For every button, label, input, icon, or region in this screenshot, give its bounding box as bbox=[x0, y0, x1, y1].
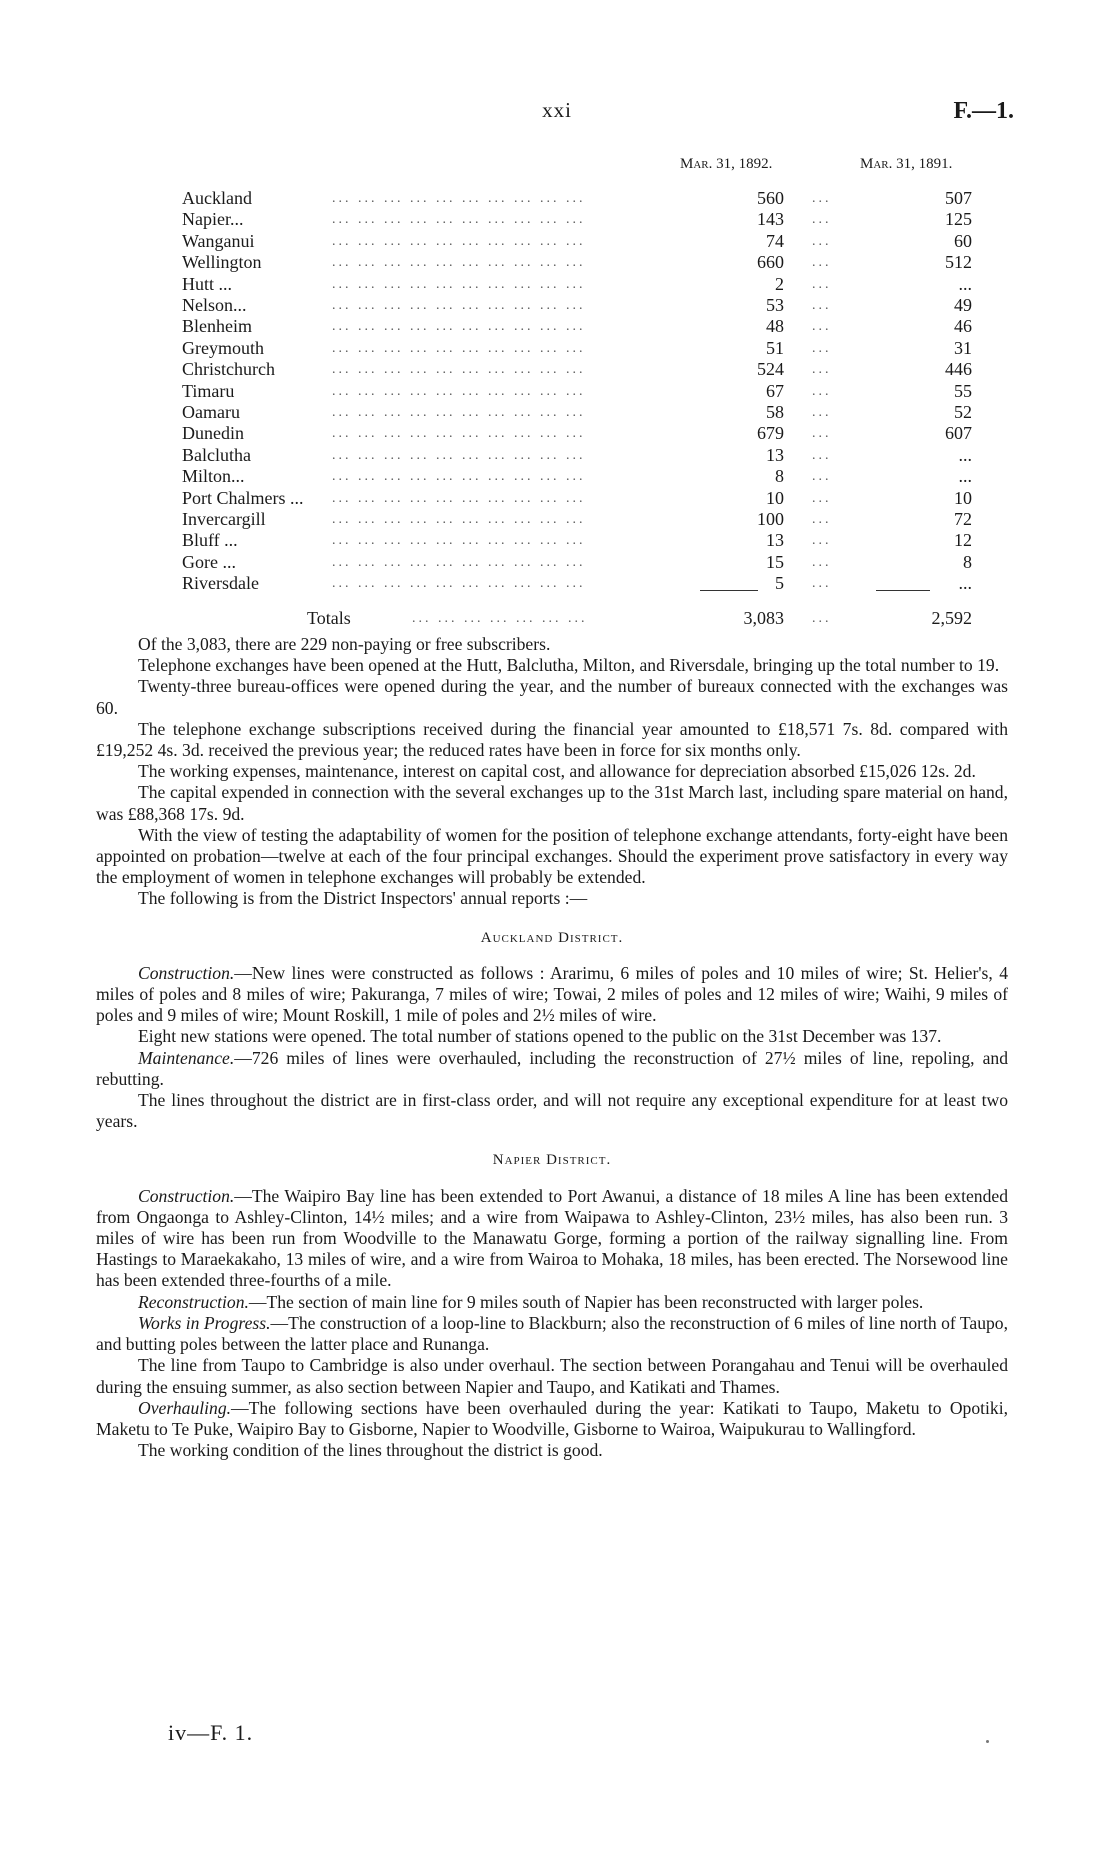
leader-dots: ... bbox=[812, 611, 832, 626]
table-row bbox=[182, 274, 982, 295]
value-1891: 46 bbox=[954, 316, 972, 337]
value-1891: 512 bbox=[945, 252, 972, 273]
paragraph-text: —The following sections have been overhauled during the year: Katikati to Taupo, Maketu to Opotiki, Maketu to Te Puke, Waipiro Bay to Gisborne, Napier to Woodville, Gisborne to Wairoa, Waipukurau to Wallingford. bbox=[96, 1397, 1008, 1439]
run-in-label: Construction. bbox=[138, 962, 235, 983]
value-1892: 74 bbox=[682, 231, 784, 252]
table-row bbox=[182, 188, 982, 209]
leader-dots: ... bbox=[812, 469, 832, 485]
value-1892: 5 bbox=[682, 573, 784, 594]
totals-label: Totals bbox=[307, 608, 351, 628]
paragraph: Twenty-three bureau-offices were opened during the year, and the number of bureaux connected with the exchanges was 60. bbox=[96, 676, 1008, 718]
row-place: Auckland bbox=[182, 188, 252, 208]
value-1892: 2 bbox=[682, 274, 784, 295]
paragraph bbox=[96, 1313, 1008, 1355]
row-place: Wellington bbox=[182, 252, 262, 273]
leader-dots: ... ... ... ... ... ... ... ... ... ... bbox=[332, 233, 586, 249]
row-place: Blenheim bbox=[182, 316, 252, 337]
table-row bbox=[182, 252, 982, 273]
value-1891: ... bbox=[958, 466, 972, 487]
value-1891: ... bbox=[958, 444, 972, 465]
leader-dots: ... bbox=[812, 447, 832, 463]
value-1892: 13 bbox=[682, 445, 784, 466]
table-row bbox=[182, 209, 982, 230]
leader-dots: ... bbox=[812, 576, 832, 592]
leader-dots: ... ... ... ... ... ... ... ... ... ... bbox=[332, 554, 586, 570]
leader-dots: ... ... ... ... ... ... ... ... ... ... bbox=[332, 383, 586, 399]
value-1892: 58 bbox=[682, 402, 784, 423]
paragraph bbox=[96, 1048, 1008, 1090]
row-place: Gore ... bbox=[182, 551, 236, 572]
value-1891: ... bbox=[958, 273, 972, 294]
paragraph bbox=[96, 1292, 1008, 1313]
column-header-1891: Mar. 31, 1891. bbox=[860, 156, 953, 172]
value-1892: 67 bbox=[682, 381, 784, 402]
leader-dots: ... bbox=[812, 298, 832, 313]
row-place: Napier... bbox=[182, 209, 244, 230]
row-place: Balclutha bbox=[182, 444, 251, 465]
leader-dots: ... ... ... ... ... ... ... bbox=[412, 611, 588, 626]
leader-dots: ... bbox=[812, 512, 832, 527]
value-1891: 52 bbox=[954, 402, 972, 422]
total-1891: 2,592 bbox=[931, 608, 972, 628]
row-place: Wanganui bbox=[182, 230, 255, 251]
column-header-1892: Mar. 31, 1892. bbox=[680, 156, 773, 172]
paragraph: The working condition of the lines throughout the district is good. bbox=[138, 1440, 603, 1461]
row-place: Milton... bbox=[182, 466, 245, 487]
leader-dots: ... bbox=[812, 319, 832, 335]
leader-dots: ... bbox=[812, 340, 832, 356]
table-row bbox=[182, 338, 982, 359]
value-1891: 125 bbox=[945, 209, 972, 230]
total-rule bbox=[700, 590, 758, 591]
leader-dots: ... ... ... ... ... ... ... ... ... ... bbox=[332, 319, 586, 335]
total-rule bbox=[876, 590, 930, 591]
paragraph: Of the 3,083, there are 229 non-paying or free subscribers. bbox=[138, 634, 551, 654]
value-1892: 48 bbox=[682, 316, 784, 337]
leader-dots: ... ... ... ... ... ... ... ... ... ... bbox=[332, 512, 586, 527]
paragraph: The telephone exchange subscriptions received during the financial year amounted to £18,571 7s. 8d. compared with £19,252 4s. 3d. received the previous year; the reduced rates have been in force for six months only. bbox=[96, 718, 1008, 761]
value-1892: 679 bbox=[682, 423, 784, 444]
value-1892: 524 bbox=[682, 359, 784, 380]
value-1891: 31 bbox=[954, 337, 972, 358]
paragraph-text: —The section of main line for 9 miles south of Napier has been reconstructed with larger poles. bbox=[248, 1291, 924, 1312]
value-1891: 60 bbox=[954, 230, 972, 251]
paragraph: With the view of testing the adaptability of women for the position of telephone exchange attendants, forty-eight have been appointed on probation—twelve at each of the four principal exchanges. Should the experiment prove satisfactory in every way the employment of women in telephone exchanges will probably be extended. bbox=[96, 824, 1008, 888]
row-place: Timaru bbox=[182, 380, 235, 401]
leader-dots: ... bbox=[812, 405, 832, 420]
table-row bbox=[182, 316, 982, 337]
paragraph: The working expenses, maintenance, interest on capital cost, and allowance for depreciation absorbed £15,026 12s. 2d. bbox=[138, 761, 976, 782]
value-1892: 15 bbox=[682, 552, 784, 573]
table-row bbox=[182, 231, 982, 252]
page-header bbox=[0, 98, 1114, 128]
paragraph-text: —726 miles of lines were overhauled, including the reconstruction of 27½ miles of line, repoling, and rebutting. bbox=[96, 1047, 1008, 1089]
paragraph: The capital expended in connection with the several exchanges up to the 31st March last, including spare material on hand, was £88,368 17s. 9d. bbox=[96, 782, 1008, 824]
row-place: Dunedin bbox=[182, 423, 244, 444]
leader-dots: ... bbox=[812, 426, 832, 442]
report-body bbox=[96, 634, 1008, 1461]
paragraph bbox=[96, 1398, 1008, 1440]
row-place: Nelson... bbox=[182, 295, 247, 315]
table-row bbox=[182, 466, 982, 487]
value-1891: 607 bbox=[945, 423, 972, 444]
paragraph: The following is from the District Inspectors' annual reports :— bbox=[138, 888, 588, 909]
leader-dots: ... ... ... ... ... ... ... ... ... ... bbox=[332, 490, 586, 506]
print-speck bbox=[986, 1740, 989, 1743]
run-in-label: Works in Progress. bbox=[138, 1312, 271, 1333]
value-1891: 49 bbox=[954, 295, 972, 315]
value-1892: 8 bbox=[682, 466, 784, 487]
leader-dots: ... bbox=[812, 362, 832, 378]
leader-dots: ... ... ... ... ... ... ... ... ... ... bbox=[332, 212, 586, 228]
table-row bbox=[182, 423, 982, 444]
run-in-label: Maintenance. bbox=[138, 1047, 235, 1068]
leader-dots: ... ... ... ... ... ... ... ... ... ... bbox=[332, 426, 586, 442]
page-signature: iv—F. 1. bbox=[168, 1720, 254, 1745]
leader-dots: ... ... ... ... ... ... ... ... ... ... bbox=[332, 469, 586, 485]
leader-dots: ... bbox=[812, 383, 832, 399]
value-1892: 13 bbox=[682, 530, 784, 551]
totals-row bbox=[182, 608, 982, 629]
leader-dots: ... bbox=[812, 255, 832, 271]
paragraph: The lines throughout the district are in first-class order, and will not require any exceptional expenditure for at least two years. bbox=[96, 1090, 1008, 1132]
table-row bbox=[182, 402, 982, 423]
leader-dots: ... ... ... ... ... ... ... ... ... ... bbox=[332, 576, 586, 592]
leader-dots: ... ... ... ... ... ... ... ... ... ... bbox=[332, 533, 586, 549]
value-1891: 72 bbox=[954, 509, 972, 529]
paragraph-text: —New lines were constructed as follows : Ararimu, 6 miles of poles and 10 miles of wire; St. Helier's, 4 miles of poles and 8 miles of wire; Pakuranga, 7 miles of wire; Towai, 2 miles of poles and 12 miles of wire; Waihi, 9 miles of poles and 9 miles of wire; Mount Roskill, 1 mile of poles and 2½ miles of wire. bbox=[96, 962, 1008, 1026]
row-place: Greymouth bbox=[182, 337, 264, 358]
table-row bbox=[182, 445, 982, 466]
table-row bbox=[182, 509, 982, 530]
value-1892: 660 bbox=[682, 252, 784, 273]
table-row bbox=[182, 552, 982, 573]
paragraph bbox=[96, 963, 1008, 1027]
leader-dots: ... bbox=[812, 191, 832, 206]
value-1892: 560 bbox=[682, 188, 784, 209]
paragraph: The line from Taupo to Cambridge is also under overhaul. The section between Porangahau and Tenui will be overhauled during the ensuing summer, as also section between Napier and Taupo, and Katikati and Thames. bbox=[96, 1355, 1008, 1397]
leader-dots: ... bbox=[812, 233, 832, 249]
total-1892: 3,083 bbox=[682, 608, 784, 629]
leader-dots: ... ... ... ... ... ... ... ... ... ... bbox=[332, 276, 586, 292]
paragraph: Telephone exchanges have been opened at the Hutt, Balclutha, Milton, and Riversdale, bringing up the total number to 19. bbox=[138, 655, 1000, 676]
leader-dots: ... bbox=[812, 212, 832, 228]
leader-dots: ... ... ... ... ... ... ... ... ... ... bbox=[332, 447, 586, 463]
run-in-label: Overhauling. bbox=[138, 1397, 232, 1418]
page-number: xxi bbox=[542, 98, 572, 122]
run-in-label: Construction. bbox=[138, 1185, 235, 1206]
table-row bbox=[182, 359, 982, 380]
value-1891: ... bbox=[958, 573, 972, 594]
leader-dots: ... ... ... ... ... ... ... ... ... ... bbox=[332, 405, 586, 420]
table-row bbox=[182, 295, 982, 316]
value-1891: 10 bbox=[954, 487, 972, 508]
leader-dots: ... bbox=[812, 533, 832, 549]
value-1891: 8 bbox=[963, 551, 972, 572]
leader-dots: ... bbox=[812, 490, 832, 506]
value-1892: 51 bbox=[682, 338, 784, 359]
paragraph: Eight new stations were opened. The total number of stations opened to the public on the 31st December was 137. bbox=[138, 1026, 942, 1047]
leader-dots: ... bbox=[812, 276, 832, 292]
row-place: Oamaru bbox=[182, 402, 240, 422]
table-row bbox=[182, 488, 982, 509]
value-1892: 143 bbox=[682, 209, 784, 230]
document-reference: F.—1. bbox=[953, 98, 1014, 124]
row-place: Hutt ... bbox=[182, 273, 233, 294]
value-1892: 100 bbox=[682, 509, 784, 530]
leader-dots: ... ... ... ... ... ... ... ... ... ... bbox=[332, 298, 586, 313]
table-row bbox=[182, 530, 982, 551]
paragraph-text: —The Waipiro Bay line has been extended to Port Awanui, a distance of 18 miles A line has been extended from Ongaonga to Ashley-Clinton, 14½ miles; and a wire from Waipawa to Ashley-Clinton, 23½ miles, has also been run. 3 miles of wire has been run from Woodville to the Manawatu Gorge, forming a portion of the railway signalling line. From Hastings to Maraekakaho, 13 miles of wire, and a wire from Wairoa to Mohaka, 18 miles, has been erected. The Norsewood line has been extended three-fourths of a mile. bbox=[96, 1185, 1008, 1291]
value-1891: 446 bbox=[945, 359, 972, 380]
leader-dots: ... ... ... ... ... ... ... ... ... ... bbox=[332, 362, 586, 378]
leader-dots: ... bbox=[812, 554, 832, 570]
row-place: Port Chalmers ... bbox=[182, 487, 304, 508]
auckland-district-heading: Auckland District. bbox=[480, 929, 624, 946]
value-1891: 55 bbox=[954, 380, 972, 401]
paragraph-text: —The construction of a loop-line to Blackburn; also the reconstruction of 6 miles of line north of Taupo, and butting poles between the latter place and Runanga. bbox=[96, 1312, 1009, 1355]
row-place: Bluff ... bbox=[182, 530, 238, 551]
run-in-label: Reconstruction. bbox=[138, 1291, 249, 1312]
row-place: Invercargill bbox=[182, 509, 266, 529]
value-1892: 10 bbox=[682, 488, 784, 509]
table-row bbox=[182, 573, 982, 594]
row-place: Christchurch bbox=[182, 359, 275, 380]
paragraph bbox=[96, 1186, 1008, 1292]
leader-dots: ... ... ... ... ... ... ... ... ... ... bbox=[332, 340, 586, 356]
value-1892: 53 bbox=[682, 295, 784, 316]
leader-dots: ... ... ... ... ... ... ... ... ... ... bbox=[332, 191, 586, 206]
value-1891: 507 bbox=[945, 188, 972, 208]
row-place: Riversdale bbox=[182, 573, 259, 594]
napier-district-heading: Napier District. bbox=[492, 1152, 612, 1169]
value-1891: 12 bbox=[954, 530, 972, 551]
leader-dots: ... ... ... ... ... ... ... ... ... ... bbox=[332, 255, 586, 271]
table-row bbox=[182, 381, 982, 402]
